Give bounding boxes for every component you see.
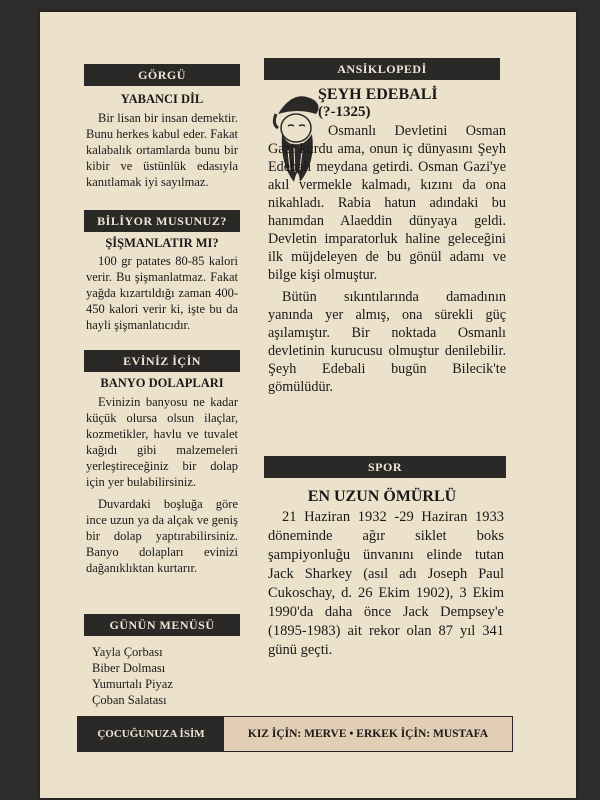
eviniz-text-1: Evinizin banyosu ne kadar küçük olursa olsun ilaçlar, kozmetikler, havlu ve tuvalet kağıdı gibi malzemeleri yerleştireceğiniz bir dolap için yer bulabilirsiniz. [86, 395, 238, 489]
menu-item: Yayla Çorbası [92, 645, 163, 659]
eviniz-heading: BANYO DOLAPLARI [100, 376, 224, 390]
biliyor-heading: ŞİŞMANLATIR MI? [105, 236, 219, 250]
menu-bar: GÜNÜN MENÜSÜ [84, 614, 240, 636]
spor-heading: EN UZUN ÖMÜRLÜ [307, 488, 457, 505]
menu-item: Çoban Salatası [92, 693, 167, 707]
footer-label: ÇOCUĞUNUZA İSİM [78, 717, 224, 751]
menu-list [92, 644, 240, 708]
gorgu-heading: YABANCI DİL [120, 92, 204, 106]
menu-item: Yumurtalı Piyaz [92, 677, 173, 691]
ansiklopedi-title: ŞEYH EDEBALİ [318, 86, 438, 103]
gorgu-bar: GÖRGÜ [84, 64, 240, 86]
gorgu-text-block [86, 110, 238, 196]
spor-text-block [268, 508, 504, 664]
biliyor-text: 100 gr patates 80-85 kalori verir. Bu şişmanlatmaz. Fakat yağda kızartıldığı zaman 400-450 kalori verir ki, işte bu da hayli şişmanlatıcıdır. [86, 254, 238, 332]
eviniz-text-2: Duvardaki boşluğa göre ince uzun ya da alçak ve geniş bir dolap yaptırabilirsiniz. Banyo dolapları evinizi dağanıklıktan kurtarır. [86, 497, 239, 575]
eviniz-bar: EVİNİZ İÇİN [84, 350, 240, 372]
spor-bar: SPOR [264, 456, 506, 478]
eviniz-text-block [86, 394, 238, 582]
ansiklopedi-years: (?-1325) [318, 104, 371, 120]
ansiklopedi-text-block [268, 122, 506, 400]
biliyor-text-block [86, 253, 238, 339]
gorgu-text: Bir lisan bir insan demektir. Bunu herkes kabul eder. Fakat kalabalık ortamlarda bunu bir kibir ve üstünlük edasıyla kanıtlamak iyi sayılmaz. [86, 111, 238, 189]
spor-text: 21 Haziran 1932 -29 Haziran 1933 döneminde ağır siklet boks şampiyonluğu ünvanını elinde tutan Jack Sharkey (asıl adı Joseph Paul Cukoschay, d. 26 Ekim 1902), 3 Ekim 1990'da daha önce Jack Dempsey'e (1895-1983) ait rekor olan 87 yıl 341 günü geçti. [268, 509, 504, 658]
ansiklopedi-bar: ANSİKLOPEDİ [264, 58, 500, 80]
footer-names: KIZ İÇİN: MERVE • ERKEK İÇİN: MUSTAFA [224, 717, 512, 751]
ansiklopedi-text-2: Bütün sıkıntılarında damadının yanında yer almış, ona sürekli güç aşılamıştır. Bir noktada Osmanlı devletinin kurucusu olmuştur denilebilir. Şeyh Edebali bugün Bilecik'te gömülüdür. [268, 289, 506, 395]
baby-name-footer [77, 716, 513, 752]
biliyor-bar: BİLİYOR MUSUNUZ? [84, 210, 240, 232]
menu-item: Biber Dolması [92, 661, 166, 675]
ansiklopedi-text-1: Osmanlı Devletini Osman Gazi kurdu ama, onun iç dünyasını Şeyh Edebali meydana getirdi. Osman Gazi'ye akıl vermekle kalmadı, kızını da ona nikahladı. Rabia hatun adındaki bu hanımdan Alaeddin dünyaya geldi. Devletin imparatorluk haline geleceğini ilk müjdeleyen de bu gönül adamı ve bilge kişi olmuştur. [268, 123, 506, 283]
